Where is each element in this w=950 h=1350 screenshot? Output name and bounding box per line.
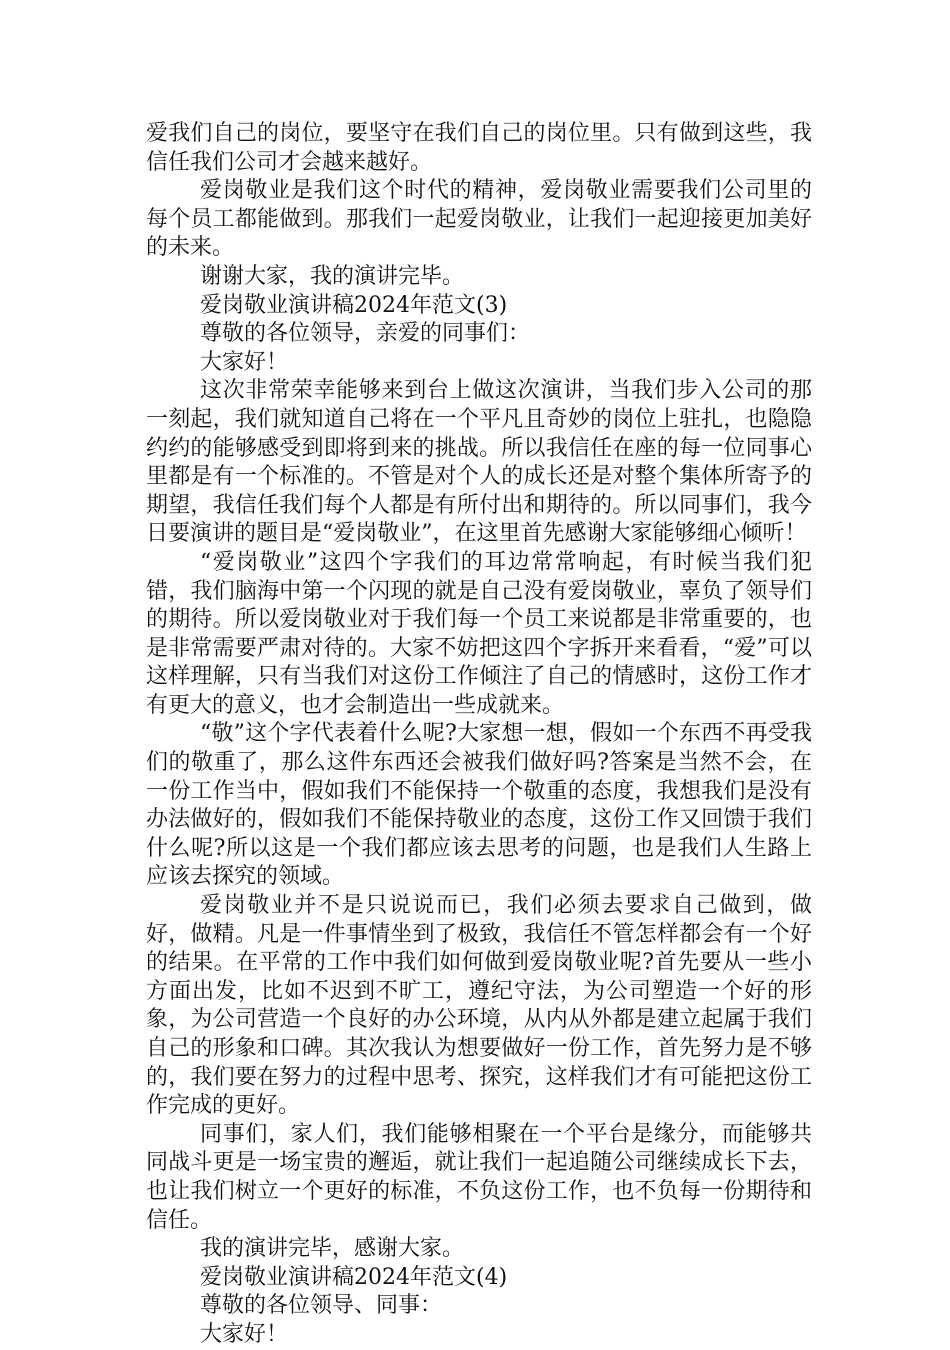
paragraph: “敬”这个字代表着什么呢?大家想一想，假如一个东西不再受我们的敬重了，那么这件东西还会被我们做好吗?答案是当然不会，在一份工作当中，假如我们不能保持一个敬重的态度，我想我们是没有办法做好的，假如我们不能保持敬业的态度，这份工作又回馈于我们什么呢?所以这是一个我们都应该去思考的问题，也是我们人生路上应该去探究的领域。 bbox=[146, 721, 812, 890]
closing-line: 谢谢大家，我的演讲完毕。 bbox=[200, 263, 465, 289]
document-body bbox=[146, 120, 812, 1350]
paragraph: 这次非常荣幸能够来到台上做这次演讲，当我们步入公司的那一刻起，我们就知道自己将在一个平凡且奇妙的岗位上驻扎，也隐隐约约的能够感受到即将到来的挑战。所以我信任在座的每一位同事心里都是有一个标准的。不管是对个人的成长还是对整个集体所寄予的期望，我信任我们每个人都是有所付出和期待的。所以同事们，我今日要演讲的题目是“爱岗敬业”，在这里首先感谢大家能够细心倾听！ bbox=[146, 378, 812, 547]
paragraph: 爱我们自己的岗位，要坚守在我们自己的岗位里。只有做到这些，我信任我们公司才会越来越好。 bbox=[146, 121, 812, 175]
section-heading: 爱岗敬业演讲稿2024年范文(3) bbox=[200, 292, 508, 318]
greeting: 大家好！ bbox=[200, 349, 289, 375]
salutation: 尊敬的各位领导，亲爱的同事们： bbox=[200, 321, 531, 347]
paragraph: “爱岗敬业”这四个字我们的耳边常常响起，有时候当我们犯错，我们脑海中第一个闪现的就是自己没有爱岗敬业，辜负了领导们的期待。所以爱岗敬业对于我们每一个员工来说都是非常重要的，也是非常需要严肃对待的。大家不妨把这四个字拆开来看看，“爱”可以这样理解，只有当我们对这份工作倾注了自己的情感时，这份工作才有更大的意义，也才会制造出一些成就来。 bbox=[146, 549, 812, 718]
greeting: 大家好！ bbox=[200, 1321, 289, 1347]
paragraph: 同事们，家人们，我们能够相聚在一个平台是缘分，而能够共同战斗更是一场宝贵的邂逅，就让我们一起追随公司继续成长下去，也让我们树立一个更好的标准，不负这份工作，也不负每一份期待和信任。 bbox=[146, 1121, 812, 1233]
section-heading: 爱岗敬业演讲稿2024年范文(4) bbox=[200, 1264, 508, 1290]
paragraph: 爱岗敬业并不是只说说而已，我们必须去要求自己做到，做好，做精。凡是一件事情坐到了极致，我信任不管怎样都会有一个好的结果。在平常的工作中我们如何做到爱岗敬业呢?首先要从一些小方面出发，比如不迟到不旷工，遵纪守法，为公司塑造一个好的形象，为公司营造一个良好的办公环境，从内从外都是建立起属于我们自己的形象和口碑。其次我认为想要做好一份工作，首先努力是不够的，我们要在努力的过程中思考、探究，这样我们才有可能把这份工作完成的更好。 bbox=[146, 893, 812, 1119]
salutation: 尊敬的各位领导、同事： bbox=[200, 1293, 443, 1319]
closing-line: 我的演讲完毕，感谢大家。 bbox=[200, 1236, 465, 1262]
paragraph: 爱岗敬业是我们这个时代的精神，爱岗敬业需要我们公司里的每个员工都能做到。那我们一起爱岗敬业，让我们一起迎接更加美好的未来。 bbox=[146, 178, 812, 261]
